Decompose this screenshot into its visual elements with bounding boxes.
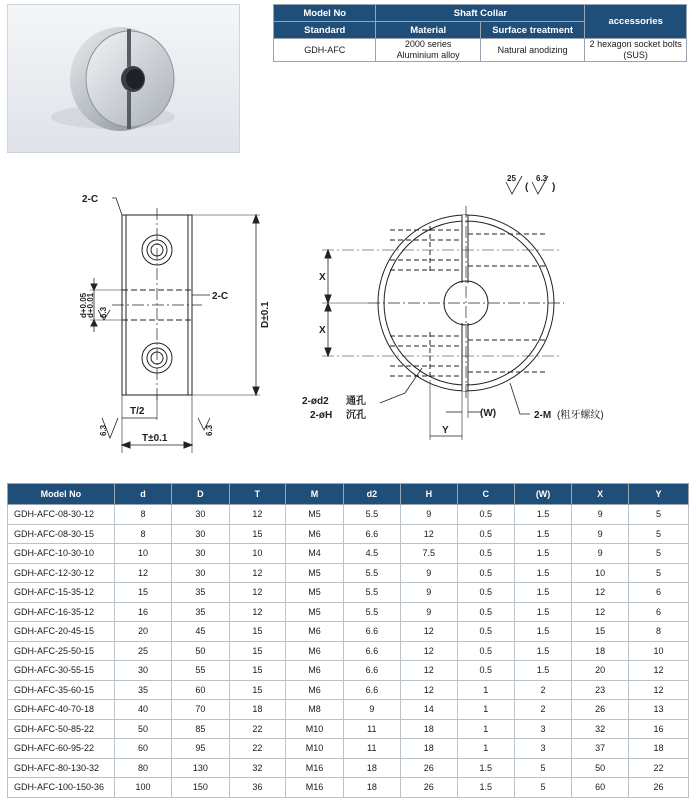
table-cell: 1 <box>457 719 514 739</box>
model-number-cell: GDH-AFC-35-60-15 <box>8 680 115 700</box>
table-cell: 32 <box>572 719 629 739</box>
table-cell: M5 <box>286 505 344 525</box>
model-number-cell: GDH-AFC-15-35-12 <box>8 583 115 603</box>
table-cell: 1 <box>457 680 514 700</box>
table-cell: 0.5 <box>457 602 514 622</box>
table-cell: 5 <box>514 758 572 778</box>
model-number-cell: GDH-AFC-08-30-15 <box>8 524 115 544</box>
table-cell: 15 <box>114 583 171 603</box>
table-cell: 26 <box>628 778 688 798</box>
table-cell: 1.5 <box>457 758 514 778</box>
table-cell: 26 <box>400 778 457 798</box>
table-cell: 35 <box>172 583 229 603</box>
table-cell: 12 <box>400 661 457 681</box>
table-cell: 22 <box>628 758 688 778</box>
table-cell: 20 <box>114 622 171 642</box>
table-cell: 12 <box>400 622 457 642</box>
table-cell: 10 <box>229 544 286 564</box>
table-cell: 15 <box>229 524 286 544</box>
label-through-hole-cn: 通孔 <box>346 396 366 407</box>
table-cell: 20 <box>572 661 629 681</box>
dimension-header-row <box>8 484 689 505</box>
table-cell: 13 <box>628 700 688 720</box>
model-number-cell: GDH-AFC-16-35-12 <box>8 602 115 622</box>
table-cell: M16 <box>286 778 344 798</box>
table-cell: 150 <box>172 778 229 798</box>
table-cell: 12 <box>229 602 286 622</box>
table-cell: 1.5 <box>514 505 572 525</box>
table-cell: 1.5 <box>514 661 572 681</box>
label-half-thickness: T/2 <box>130 406 145 417</box>
table-cell: 3 <box>514 739 572 759</box>
model-number-cell: GDH-AFC-60-95-22 <box>8 739 115 759</box>
table-cell: 12 <box>229 583 286 603</box>
model-number-cell: GDH-AFC-08-30-12 <box>8 505 115 525</box>
table-cell: 18 <box>400 719 457 739</box>
spec-table <box>273 4 687 62</box>
table-cell: M6 <box>286 661 344 681</box>
table-cell: 8 <box>114 505 171 525</box>
table-cell: 9 <box>400 583 457 603</box>
table-cell: 1 <box>457 700 514 720</box>
table-cell: 11 <box>343 739 400 759</box>
table-cell: 12 <box>572 602 629 622</box>
table-cell: 1.5 <box>514 602 572 622</box>
label-roughness-bore: 6.3 <box>99 306 108 318</box>
table-cell: 15 <box>572 622 629 642</box>
table-cell: 10 <box>628 641 688 661</box>
table-cell: 9 <box>400 505 457 525</box>
table-cell: 30 <box>172 563 229 583</box>
label-2c-mid: 2-C <box>212 291 229 302</box>
column-header-4: M <box>286 484 344 505</box>
table-cell: 5.5 <box>343 563 400 583</box>
label-x-lower: X <box>319 325 326 336</box>
table-cell: 18 <box>628 739 688 759</box>
label-roughness-right-face: 6.3 <box>205 424 214 436</box>
table-cell: 12 <box>229 505 286 525</box>
spec-material-value: 2000 series Aluminium alloy <box>376 39 480 62</box>
table-cell: 12 <box>572 583 629 603</box>
label-thread-cn: (粗牙螺纹) <box>557 410 604 421</box>
table-cell: 6.6 <box>343 622 400 642</box>
model-number-cell: GDH-AFC-25-50-15 <box>8 641 115 661</box>
table-cell: 130 <box>172 758 229 778</box>
model-number-cell: GDH-AFC-10-30-10 <box>8 544 115 564</box>
spec-header-surface: Surface treatment <box>480 22 584 39</box>
table-cell: 1.5 <box>514 563 572 583</box>
table-cell: 36 <box>229 778 286 798</box>
technical-drawing <box>60 168 640 458</box>
table-cell: 9 <box>572 505 629 525</box>
table-cell: 0.5 <box>457 563 514 583</box>
label-slot-width: (W) <box>480 408 497 419</box>
table-cell: 70 <box>172 700 229 720</box>
table-cell: 22 <box>229 739 286 759</box>
table-row <box>8 505 689 525</box>
table-cell: 12 <box>400 524 457 544</box>
dimension-table-body <box>8 505 689 798</box>
table-row <box>8 778 689 798</box>
label-d-tolerance-upper: d+0.05 <box>79 292 88 318</box>
table-cell: 18 <box>572 641 629 661</box>
table-cell: 12 <box>400 680 457 700</box>
column-header-1: d <box>114 484 171 505</box>
table-cell: M10 <box>286 739 344 759</box>
table-cell: M6 <box>286 641 344 661</box>
table-cell: 0.5 <box>457 661 514 681</box>
column-header-6: H <box>400 484 457 505</box>
table-row <box>8 583 689 603</box>
table-cell: 50 <box>172 641 229 661</box>
label-thread: 2-M <box>534 410 552 421</box>
table-cell: 30 <box>172 524 229 544</box>
table-cell: 12 <box>628 661 688 681</box>
table-row <box>8 719 689 739</box>
model-number-cell: GDH-AFC-80-130-32 <box>8 758 115 778</box>
table-cell: 2 <box>514 680 572 700</box>
table-cell: 0.5 <box>457 544 514 564</box>
table-cell: 26 <box>572 700 629 720</box>
table-cell: 5 <box>514 778 572 798</box>
label-thickness: T±0.1 <box>142 433 168 444</box>
table-cell: M10 <box>286 719 344 739</box>
table-cell: 30 <box>172 505 229 525</box>
table-cell: 5 <box>628 524 688 544</box>
table-cell: 85 <box>172 719 229 739</box>
table-cell: 9 <box>400 602 457 622</box>
table-cell: 5 <box>628 544 688 564</box>
column-header-7: C <box>457 484 514 505</box>
dimension-table <box>7 483 689 798</box>
table-row <box>8 602 689 622</box>
table-cell: 37 <box>572 739 629 759</box>
table-cell: 0.5 <box>457 622 514 642</box>
spec-header-accessories: accessories <box>585 5 687 39</box>
table-cell: 5 <box>628 563 688 583</box>
side-view <box>90 198 260 453</box>
label-roughness-left-face: 6.3 <box>99 424 108 436</box>
table-cell: 60 <box>172 680 229 700</box>
spec-header-standard: Standard <box>274 22 376 39</box>
model-number-cell: GDH-AFC-12-30-12 <box>8 563 115 583</box>
table-cell: 30 <box>172 544 229 564</box>
spec-header-model-no: Model No <box>274 5 376 22</box>
table-cell: 5.5 <box>343 583 400 603</box>
table-cell: M4 <box>286 544 344 564</box>
label-2c-top: 2-C <box>82 194 99 205</box>
table-cell: 60 <box>572 778 629 798</box>
table-cell: M6 <box>286 680 344 700</box>
spec-standard-value: GDH-AFC <box>274 39 376 62</box>
table-cell: 3 <box>514 719 572 739</box>
roughness-paren-open: ( <box>525 182 529 193</box>
table-cell: 18 <box>343 778 400 798</box>
table-cell: 30 <box>114 661 171 681</box>
table-cell: 8 <box>114 524 171 544</box>
table-cell: 14 <box>400 700 457 720</box>
table-cell: 1.5 <box>514 524 572 544</box>
table-cell: 100 <box>114 778 171 798</box>
label-roughness-other: 6.3 <box>536 174 548 183</box>
table-cell: 0.5 <box>457 505 514 525</box>
product-photo <box>7 4 240 153</box>
label-y: Y <box>442 425 449 436</box>
table-cell: 1.5 <box>514 583 572 603</box>
table-cell: 22 <box>229 719 286 739</box>
table-cell: 45 <box>172 622 229 642</box>
table-cell: M6 <box>286 622 344 642</box>
table-cell: M8 <box>286 700 344 720</box>
table-cell: 6 <box>628 583 688 603</box>
column-header-0: Model No <box>8 484 115 505</box>
label-x-upper: X <box>319 272 326 283</box>
table-cell: 6.6 <box>343 641 400 661</box>
spec-header-product: Shaft Collar <box>376 5 585 22</box>
table-row <box>8 641 689 661</box>
table-row <box>8 661 689 681</box>
model-number-cell: GDH-AFC-20-45-15 <box>8 622 115 642</box>
table-cell: 60 <box>114 739 171 759</box>
table-cell: 25 <box>114 641 171 661</box>
table-cell: 50 <box>572 758 629 778</box>
model-number-cell: GDH-AFC-50-85-22 <box>8 719 115 739</box>
table-cell: 12 <box>400 641 457 661</box>
table-row <box>8 680 689 700</box>
column-header-10: Y <box>628 484 688 505</box>
table-cell: M6 <box>286 524 344 544</box>
label-outer-diameter: D±0.1 <box>260 301 271 328</box>
table-cell: 1.5 <box>457 778 514 798</box>
table-row <box>8 700 689 720</box>
table-cell: 32 <box>229 758 286 778</box>
table-cell: 6 <box>628 602 688 622</box>
table-cell: 16 <box>114 602 171 622</box>
model-number-cell: GDH-AFC-30-55-15 <box>8 661 115 681</box>
table-cell: 9 <box>400 563 457 583</box>
table-cell: 23 <box>572 680 629 700</box>
column-header-5: d2 <box>343 484 400 505</box>
shaft-collar-image <box>8 5 239 152</box>
table-cell: 8 <box>628 622 688 642</box>
table-cell: 5.5 <box>343 505 400 525</box>
model-number-cell: GDH-AFC-40-70-18 <box>8 700 115 720</box>
table-cell: 15 <box>229 622 286 642</box>
column-header-9: X <box>572 484 629 505</box>
table-cell: 1.5 <box>514 622 572 642</box>
table-cell: 10 <box>572 563 629 583</box>
table-cell: 5 <box>628 505 688 525</box>
table-cell: 6.6 <box>343 680 400 700</box>
table-cell: 9 <box>343 700 400 720</box>
table-cell: 12 <box>114 563 171 583</box>
table-row <box>8 563 689 583</box>
table-cell: 80 <box>114 758 171 778</box>
table-row <box>8 758 689 778</box>
table-cell: 55 <box>172 661 229 681</box>
table-cell: M5 <box>286 563 344 583</box>
table-row <box>8 622 689 642</box>
table-cell: M16 <box>286 758 344 778</box>
table-cell: 12 <box>628 680 688 700</box>
table-cell: 9 <box>572 524 629 544</box>
table-cell: 10 <box>114 544 171 564</box>
label-through-hole: 2-ød2 <box>302 396 329 407</box>
label-counterbore-cn: 沉孔 <box>346 410 366 421</box>
table-cell: 6.6 <box>343 524 400 544</box>
table-cell: 50 <box>114 719 171 739</box>
table-cell: 35 <box>172 602 229 622</box>
table-cell: M5 <box>286 583 344 603</box>
table-cell: 5.5 <box>343 602 400 622</box>
table-cell: 2 <box>514 700 572 720</box>
table-cell: 40 <box>114 700 171 720</box>
table-cell: 0.5 <box>457 524 514 544</box>
table-cell: 0.5 <box>457 641 514 661</box>
column-header-8: (W) <box>514 484 572 505</box>
table-row <box>8 524 689 544</box>
table-cell: 18 <box>229 700 286 720</box>
table-cell: 1 <box>457 739 514 759</box>
table-cell: 7.5 <box>400 544 457 564</box>
table-cell: 0.5 <box>457 583 514 603</box>
model-number-cell: GDH-AFC-100-150-36 <box>8 778 115 798</box>
table-cell: M5 <box>286 602 344 622</box>
table-cell: 1.5 <box>514 641 572 661</box>
table-cell: 9 <box>572 544 629 564</box>
roughness-paren-close: ) <box>552 182 556 193</box>
table-cell: 15 <box>229 680 286 700</box>
spec-accessories-value: 2 hexagon socket bolts (SUS) <box>585 39 687 62</box>
table-cell: 26 <box>400 758 457 778</box>
label-counterbore: 2-øH <box>310 410 333 421</box>
table-cell: 12 <box>229 563 286 583</box>
column-header-3: T <box>229 484 286 505</box>
table-row <box>8 544 689 564</box>
column-header-2: D <box>172 484 229 505</box>
label-d-tolerance-lower: d+0.01 <box>86 292 95 318</box>
table-cell: 6.6 <box>343 661 400 681</box>
table-cell: 35 <box>114 680 171 700</box>
table-cell: 15 <box>229 641 286 661</box>
table-cell: 18 <box>343 758 400 778</box>
spec-surface-value: Natural anodizing <box>480 39 584 62</box>
label-roughness-general: 25 <box>507 174 516 183</box>
table-cell: 1.5 <box>514 544 572 564</box>
table-cell: 4.5 <box>343 544 400 564</box>
table-cell: 18 <box>400 739 457 759</box>
table-cell: 11 <box>343 719 400 739</box>
table-cell: 95 <box>172 739 229 759</box>
table-cell: 15 <box>229 661 286 681</box>
spec-header-material: Material <box>376 22 480 39</box>
table-cell: 16 <box>628 719 688 739</box>
table-row <box>8 739 689 759</box>
